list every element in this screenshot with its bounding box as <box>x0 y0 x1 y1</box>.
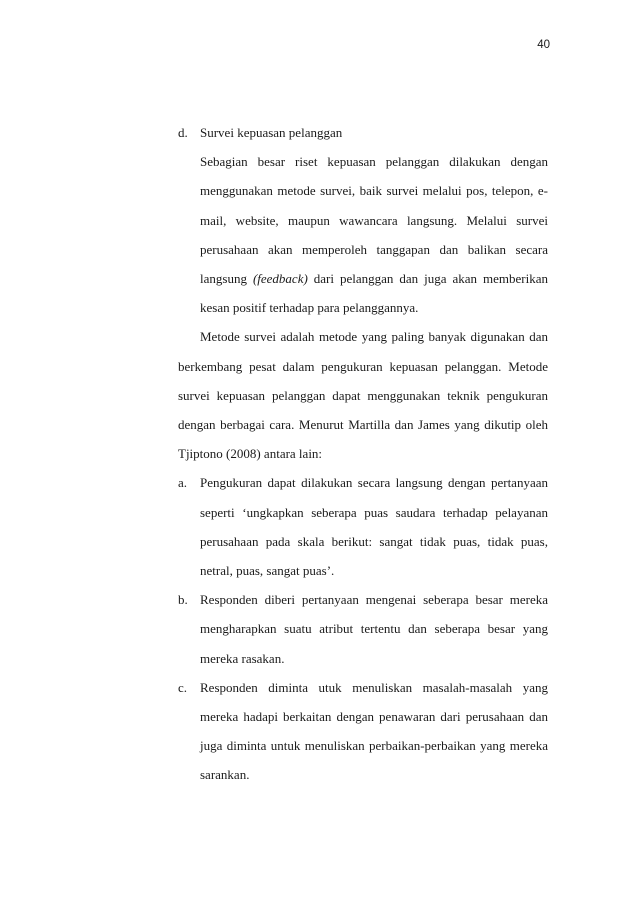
section-d-heading: Survei kepuasan pelanggan <box>200 125 343 140</box>
method-paragraph-wrap <box>178 322 548 468</box>
list-item-c-marker: c. <box>178 679 188 695</box>
section-d-italic-term: (feedback) <box>252 271 308 287</box>
list-item-a-marker: a. <box>178 475 188 491</box>
section-d-text-before: Sebagian besar riset kepuasan pelanggan dilakukan dengan menggunakan metode survei, baik survei melalui pos, telepon, e-mail, website, maupun wawancara langsung. Melalui survei perusahaan akan memperoleh tanggapan dan balikan secara langsung <box>200 154 548 287</box>
page-body <box>178 118 548 790</box>
section-d-paragraph <box>200 147 548 322</box>
section-d-marker: d. <box>178 125 188 140</box>
list-item-b-marker: b. <box>178 592 188 608</box>
list-item-c <box>178 673 548 790</box>
list-item-c-text: Responden diminta utuk menuliskan masalah-masalah yang mereka hadapi berkaitan dengan penawaran dari perusahaan dan juga diminta untuk menuliskan perbaikan-perbaikan yang mereka sarankan. <box>200 679 548 783</box>
section-d <box>178 118 548 322</box>
method-paragraph: Metode survei adalah metode yang paling banyak digunakan dan berkembang pesat dalam pengukuran kepuasan pelanggan. Metode survei kepuasan pelanggan dapat menggunakan teknik pengukuran dengan berbagai cara. Menurut Martilla dan James yang dikutip oleh Tjiptono (2008) antara lain: <box>178 329 548 462</box>
list-item-a-text: Pengukuran dapat dilakukan secara langsung dengan pertanyaan seperti ‘ungkapkan seberapa puas saudara terhadap pelayanan perusahaan pada skala berikut: sangat tidak puas, tidak puas, netral, puas, sangat puas’. <box>200 475 548 579</box>
section-d-text-after: dari pelanggan dan juga akan memberikan kesan positif terhadap para pelanggannya. <box>200 271 548 316</box>
list-item-b <box>178 585 548 673</box>
page-number: 40 <box>537 39 550 51</box>
list-item-b-text: Responden diberi pertanyaan mengenai seberapa besar mereka mengharapkan suatu atribut tertentu dan seberapa besar yang mereka rasakan. <box>200 592 548 666</box>
list-item-a <box>178 468 548 585</box>
